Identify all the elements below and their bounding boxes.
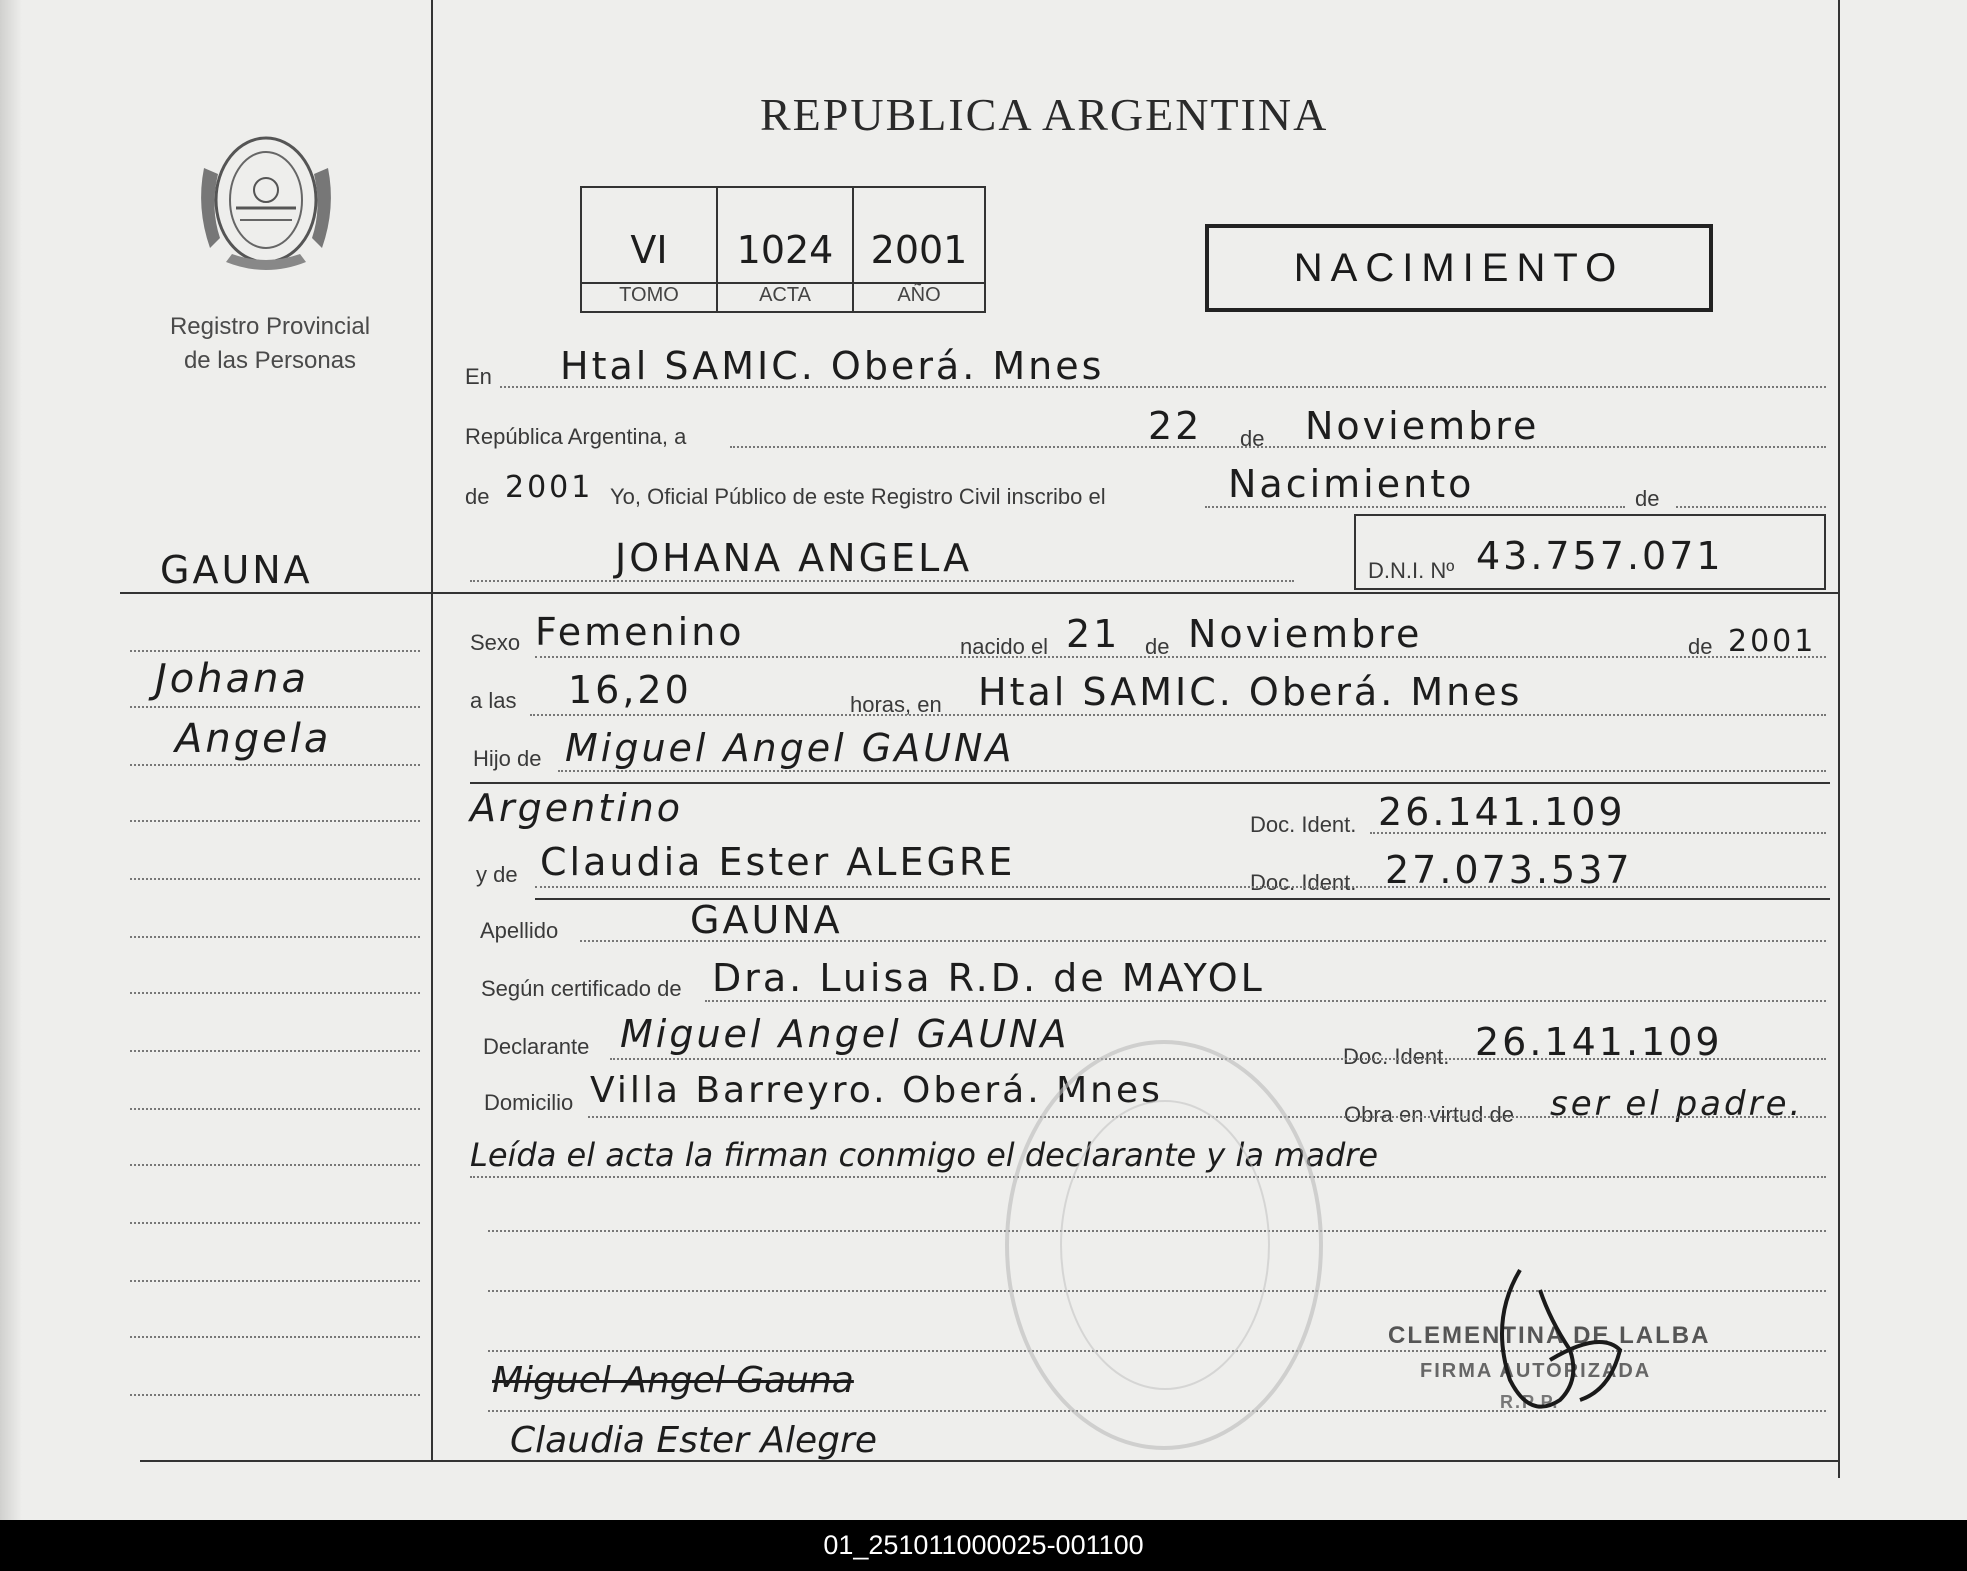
father-nationality: Argentino xyxy=(470,786,683,830)
margin-line xyxy=(130,878,420,880)
obra-label: Obra en virtud de xyxy=(1344,1102,1514,1127)
sexo-line xyxy=(535,656,1826,658)
margin-given-name-1: Johana xyxy=(155,656,309,702)
en-line xyxy=(500,386,1826,388)
acta-label: ACTA xyxy=(759,284,811,306)
anio-cell xyxy=(852,188,984,311)
de-label-3: de xyxy=(1145,634,1170,659)
child-name: JOHANA ANGELA xyxy=(615,536,973,580)
record-type-box: NACIMIENTO xyxy=(1205,224,1713,312)
hijo-label: Hijo de xyxy=(473,746,542,771)
margin-line xyxy=(130,936,420,938)
tomo-value: VI xyxy=(630,228,668,272)
birth-month: Noviembre xyxy=(1188,612,1423,656)
declarante-value: Miguel Angel GAUNA xyxy=(620,1012,1070,1056)
acta-cell xyxy=(716,188,852,311)
registry-seal-inner-ring xyxy=(1060,1100,1270,1390)
de-label-2: de xyxy=(1635,486,1660,511)
birth-time: 16,20 xyxy=(568,668,692,712)
de-label: de xyxy=(1240,426,1265,451)
margin-line xyxy=(130,1394,420,1396)
table-divider xyxy=(582,282,984,284)
margin-surname: GAUNA xyxy=(160,548,313,592)
dni-box xyxy=(1354,514,1826,590)
dni-value: 43.757.071 xyxy=(1476,534,1724,578)
margin-line xyxy=(130,992,420,994)
reg-month: Noviembre xyxy=(1305,404,1540,448)
record-number-table xyxy=(580,186,986,313)
official-stamp-line-2: FIRMA AUTORIZADA xyxy=(1420,1360,1652,1382)
page-edge-shadow xyxy=(0,0,22,1520)
right-border xyxy=(1838,0,1840,1478)
left-column-divider xyxy=(431,0,433,1462)
margin-line xyxy=(130,764,420,766)
declarante-label: Declarante xyxy=(483,1034,590,1059)
tomo-label: TOMO xyxy=(619,284,679,306)
de-year-label: de xyxy=(465,484,490,509)
yde-line xyxy=(535,886,1826,888)
father-rule xyxy=(470,782,1830,784)
anio-label: AÑO xyxy=(897,284,941,306)
margin-line xyxy=(130,1108,420,1110)
en-value: Htal SAMIC. Oberá. Mnes xyxy=(560,344,1105,388)
margin-line xyxy=(130,1164,420,1166)
reg-day: 22 xyxy=(1148,404,1203,448)
province-crest-icon xyxy=(196,128,336,278)
alas-line xyxy=(530,714,1826,716)
header-divider xyxy=(120,592,1840,594)
official-stamp-line-3: R.P.P. xyxy=(1500,1392,1560,1412)
father-doc: 26.141.109 xyxy=(1378,790,1626,834)
hijo-line xyxy=(558,770,1826,772)
margin-line xyxy=(130,706,420,708)
birth-year: 2001 xyxy=(1728,624,1817,659)
declarante-doc-label: Doc. Ident. xyxy=(1343,1044,1450,1069)
dni-label: D.N.I. Nº xyxy=(1368,558,1455,583)
page-title: REPUBLICA ARGENTINA xyxy=(760,89,1329,140)
bottom-divider xyxy=(140,1460,1840,1462)
margin-line xyxy=(130,650,420,652)
inscribe-value: Nacimiento xyxy=(1228,462,1475,506)
apellido-value: GAUNA xyxy=(690,898,843,942)
alas-label: a las xyxy=(470,688,517,713)
father-doc-label: Doc. Ident. xyxy=(1250,812,1357,837)
birth-day: 21 xyxy=(1066,612,1121,656)
registry-label xyxy=(120,310,420,378)
image-code-footer: 01_251011000025-001100 xyxy=(0,1520,1967,1571)
obra-value: ser el padre. xyxy=(1550,1084,1804,1124)
father-name: Miguel Angel GAUNA xyxy=(565,726,1015,770)
sexo-value: Femenino xyxy=(535,610,745,654)
apellido-label: Apellido xyxy=(480,918,559,943)
official-signature-icon xyxy=(1480,1230,1640,1430)
mother-signature: Claudia Ester Alegre xyxy=(510,1420,877,1461)
inscribe-line xyxy=(1205,506,1625,508)
en-label: En xyxy=(465,364,492,389)
anio-value: 2001 xyxy=(870,228,968,272)
mother-name: Claudia Ester ALEGRE xyxy=(540,840,1016,884)
official-stamp-line-1: CLEMENTINA DE LALBA xyxy=(1388,1322,1711,1349)
yo-label: Yo, Oficial Público de este Registro Civil inscribo el xyxy=(610,484,1106,509)
domicilio-label: Domicilio xyxy=(484,1090,574,1115)
de-line xyxy=(1676,506,1826,508)
registry-line-1: Registro Provincial xyxy=(169,313,371,340)
margin-line xyxy=(130,820,420,822)
margin-line xyxy=(130,1222,420,1224)
closing-note: Leída el acta la firman conmigo el declarante y la madre xyxy=(470,1136,1379,1174)
birth-place: Htal SAMIC. Oberá. Mnes xyxy=(978,670,1523,714)
registry-line-2: de las Personas xyxy=(183,347,357,374)
margin-given-name-2: Angela xyxy=(175,716,332,762)
mother-doc: 27.073.537 xyxy=(1385,848,1633,892)
certificado-line xyxy=(705,1000,1826,1002)
republica-label: República Argentina, a xyxy=(465,424,687,449)
certificado-value: Dra. Luisa R.D. de MAYOL xyxy=(712,956,1265,1000)
apellido-line xyxy=(580,940,1826,942)
father-signature: Miguel Angel Gauna xyxy=(492,1360,854,1401)
horas-label: horas, en xyxy=(850,692,942,717)
domicilio-value: Villa Barreyro. Oberá. Mnes xyxy=(590,1070,1163,1111)
margin-line xyxy=(130,1050,420,1052)
yde-label: y de xyxy=(476,862,518,887)
de-label-4: de xyxy=(1688,634,1713,659)
mother-doc-label: Doc. Ident. xyxy=(1250,870,1357,895)
reg-year: 2001 xyxy=(505,470,594,505)
child-name-line xyxy=(470,580,1294,582)
republica-line xyxy=(730,446,1826,448)
sexo-label: Sexo xyxy=(470,630,521,655)
certificado-label: Según certificado de xyxy=(481,976,682,1001)
nacido-label: nacido el xyxy=(960,634,1049,659)
tomo-cell xyxy=(582,188,716,311)
margin-line xyxy=(130,1280,420,1282)
margin-line xyxy=(130,1336,420,1338)
acta-value: 1024 xyxy=(736,228,834,272)
father-doc-line xyxy=(1370,832,1826,834)
declarante-doc: 26.141.109 xyxy=(1475,1020,1723,1064)
